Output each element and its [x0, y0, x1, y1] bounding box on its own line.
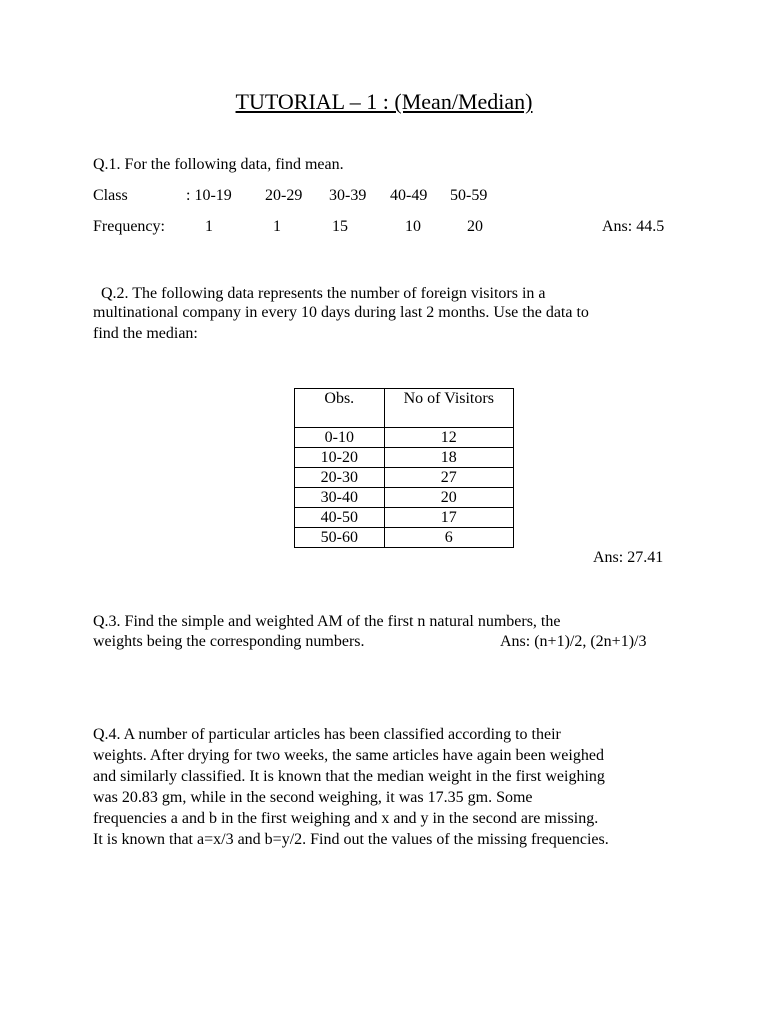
table-row [295, 528, 514, 548]
q1-question: Q.1. For the following data, find mean. [93, 156, 344, 173]
table-row [295, 488, 514, 508]
q4-line: weights. After drying for two weeks, the same articles have again been weighed [93, 747, 604, 764]
table-row [295, 428, 514, 448]
q1-frequency-label: Frequency: [93, 218, 165, 235]
table-cell-obs: 30-40 [295, 488, 385, 508]
q1-frequency-item: 1 [273, 218, 281, 235]
table-cell-visitors: 6 [384, 528, 513, 548]
table-row [295, 448, 514, 468]
table-cell-visitors: 12 [384, 428, 513, 448]
table-cell-obs: 40-50 [295, 508, 385, 528]
q1-frequency-item: 20 [467, 218, 483, 235]
q1-frequency-item: 10 [405, 218, 421, 235]
table-header-obs: Obs. [295, 389, 385, 428]
table-cell-visitors: 17 [384, 508, 513, 528]
table-row [295, 508, 514, 528]
table-header-row [295, 389, 514, 428]
q1-class-item: 40-49 [390, 187, 428, 204]
table-cell-obs: 20-30 [295, 468, 385, 488]
q1-frequency-item: 1 [205, 218, 213, 235]
q2-line: multinational company in every 10 days during last 2 months. Use the data to [93, 304, 589, 321]
q4-line: frequencies a and b in the first weighing and x and y in the second are missing. [93, 810, 599, 827]
table-cell-visitors: 27 [384, 468, 513, 488]
q1-class-label: Class [93, 187, 128, 204]
table-row [295, 468, 514, 488]
table-cell-obs: 50-60 [295, 528, 385, 548]
q1-class-item: 50-59 [450, 187, 488, 204]
visitors-table [294, 388, 514, 548]
q1-class-item: 20-29 [265, 187, 303, 204]
q4-line: Q.4. A number of particular articles has been classified according to their [93, 726, 561, 743]
q1-class-first: : 10-19 [186, 187, 232, 204]
table-header-visitors: No of Visitors [384, 389, 513, 428]
q2-line: Q.2. The following data represents the number of foreign visitors in a [101, 285, 546, 302]
q3-line: Q.3. Find the simple and weighted AM of the first n natural numbers, the [93, 613, 561, 630]
q4-line: was 20.83 gm, while in the second weighing, it was 17.35 gm. Some [93, 789, 533, 806]
q4-line: and similarly classified. It is known that the median weight in the first weighing [93, 768, 605, 785]
q1-frequency-item: 15 [332, 218, 348, 235]
table-cell-visitors: 20 [384, 488, 513, 508]
q2-answer: Ans: 27.41 [593, 549, 664, 566]
table-cell-obs: 0-10 [295, 428, 385, 448]
q3-line: weights being the corresponding numbers. [93, 633, 365, 650]
table-cell-obs: 10-20 [295, 448, 385, 468]
table-cell-visitors: 18 [384, 448, 513, 468]
q2-line: find the median: [93, 325, 198, 342]
q1-class-item: 30-39 [329, 187, 367, 204]
q4-line: It is known that a=x/3 and b=y/2. Find out the values of the missing frequencies. [93, 831, 609, 848]
q1-answer: Ans: 44.5 [602, 218, 665, 235]
q3-answer: Ans: (n+1)/2, (2n+1)/3 [500, 633, 647, 650]
page-title: TUTORIAL – 1 : (Mean/Median) [235, 89, 533, 114]
